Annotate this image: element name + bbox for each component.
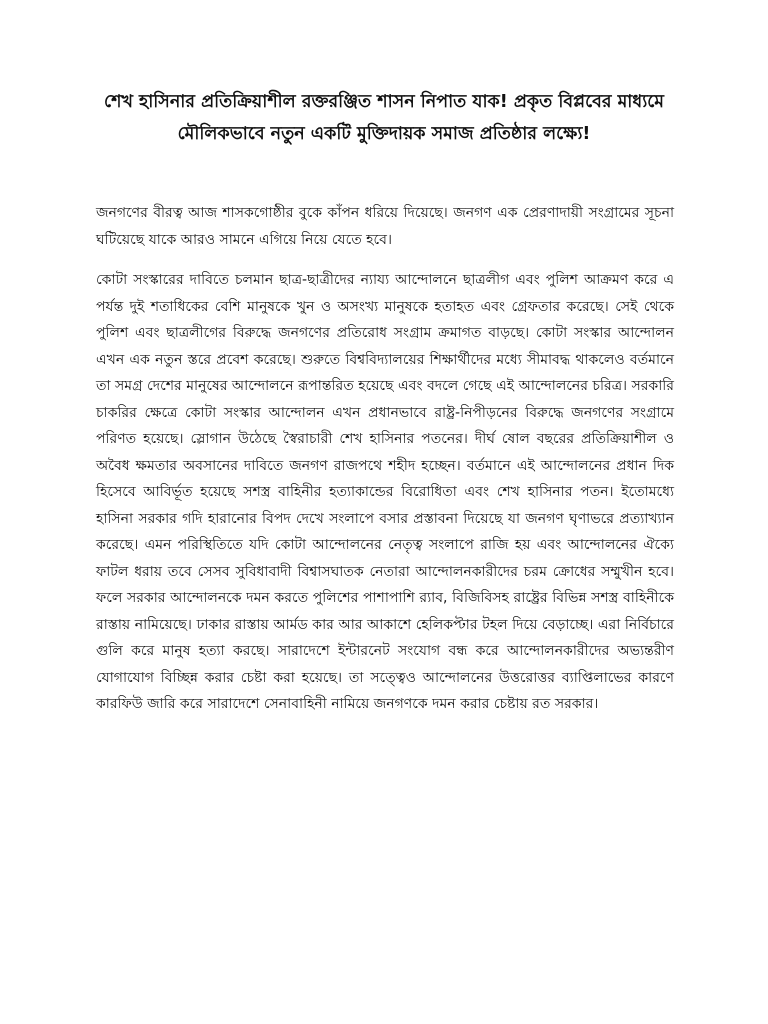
document-body	[96, 200, 674, 732]
paragraph-main: কোটা সংস্কারের দাবিতে চলমান ছাত্র-ছাত্রীদের ন্যায্য আন্দোলনে ছাত্রলীগ এবং পুলিশ আক্রমণ করে এ পর্যন্ত দুই শতাধিকের বেশি মানুষকে খুন ও অসংখ্য মানুষকে হতাহত এবং গ্রেফতার করেছে। সেই থেকে পুলিশ এবং ছাত্রলীগের বিরুদ্ধে জনগণের প্রতিরোধ সংগ্রাম ক্রমাগত বাড়ছে। কোটা সংস্কার আন্দোলন এখন এক নতুন স্তরে প্রবেশ করেছে। শুরুতে বিশ্ববিদ্যালয়ের শিক্ষার্থীদের মধ্যে সীমাবদ্ধ থাকলেও বর্তমানে তা সমগ্র দেশের মানুষের আন্দোলনে রূপান্তরিত হয়েছে এবং বদলে গেছে এই আন্দোলনের চরিত্র। সরকারি চাকরির ক্ষেত্রে কোটা সংস্কার আন্দোলন এখন প্রধানভাবে রাষ্ট্র-নিপীড়নের বিরুদ্ধে জনগণের সংগ্রামে পরিণত হয়েছে। স্লোগান উঠেছে স্বৈরাচারী শেখ হাসিনার পতনের। দীর্ঘ ষোল বছরের প্রতিক্রিয়াশীল ও অবৈধ ক্ষমতার অবসানের দাবিতে জনগণ রাজপথে শহীদ হচ্ছেন। বর্তমানে এই আন্দোলনের প্রধান দিক হিসেবে আবির্ভূত হয়েছে সশস্ত্র বাহিনীর হত্যাকান্ডের বিরোধিতা এবং শেখ হাসিনার পতন। ইতোমধ্যে হাসিনা সরকার গদি হারানোর বিপদ দেখে সংলাপে বসার প্রস্তাবনা দিয়েছে যা জনগণ ঘৃণাভরে প্রত্যাখ্যান করেছে। এমন পরিস্থিতিতে যদি কোটা আন্দোলনের নেতৃত্ব সংলাপে রাজি হয় এবং আন্দোলনের ঐক্যে ফাটল ধরায় তবে সেসব সুবিধাবাদী বিশ্বাসঘাতক নেতারা আন্দোলনকারীদের চরম ক্রোধের সম্মুখীন হবে। ফলে সরকার আন্দোলনকে দমন করতে পুলিশের পাশাপাশি র‍্যাব, বিজিবিসহ রাষ্ট্রের বিভিন্ন সশস্ত্র বাহিনীকে রাস্তায় নামিয়েছে। ঢাকার রাস্তায় আর্মড কার আর আকাশে হেলিকপ্টার টহল দিয়ে বেড়াচ্ছে। এরা নির্বিচারে গুলি করে মানুষ হত্যা করছে। সারাদেশে ইন্টারনেট সংযোগ বন্ধ করে আন্দোলনকারীদের অভ্যন্তরীণ যোগাযোগ বিচ্ছিন্ন করার চেষ্টা করা হয়েছে। তা সত্ত্বেও আন্দোলনের উত্তরোত্তর ব্যাপ্তিলাভের কারণে কারফিউ জারি করে সারাদেশে সেনাবাহিনী নামিয়ে জনগণকে দমন করার চেষ্টায় রত সরকার।	[96, 272, 674, 712]
paragraph-intro: জনগণের বীরত্ব আজ শাসকগোষ্ঠীর বুকে কাঁপন ধরিয়ে দিয়েছে। জনগণ এক প্রেরণাদায়ী সংগ্রামের সূচনা ঘটিয়েছে যাকে আরও সামনে এগিয়ে নিয়ে যেতে হবে।	[96, 205, 674, 248]
document-title: শেখ হাসিনার প্রতিক্রিয়াশীল রক্তরঞ্জিত শাসন নিপাত যাক! প্রকৃত বিপ্লবের মাধ্যমে মৌলিকভাবে নতুন একটি মুক্তিদায়ক সমাজ প্রতিষ্ঠার লক্ষ্যে!	[103, 92, 665, 144]
